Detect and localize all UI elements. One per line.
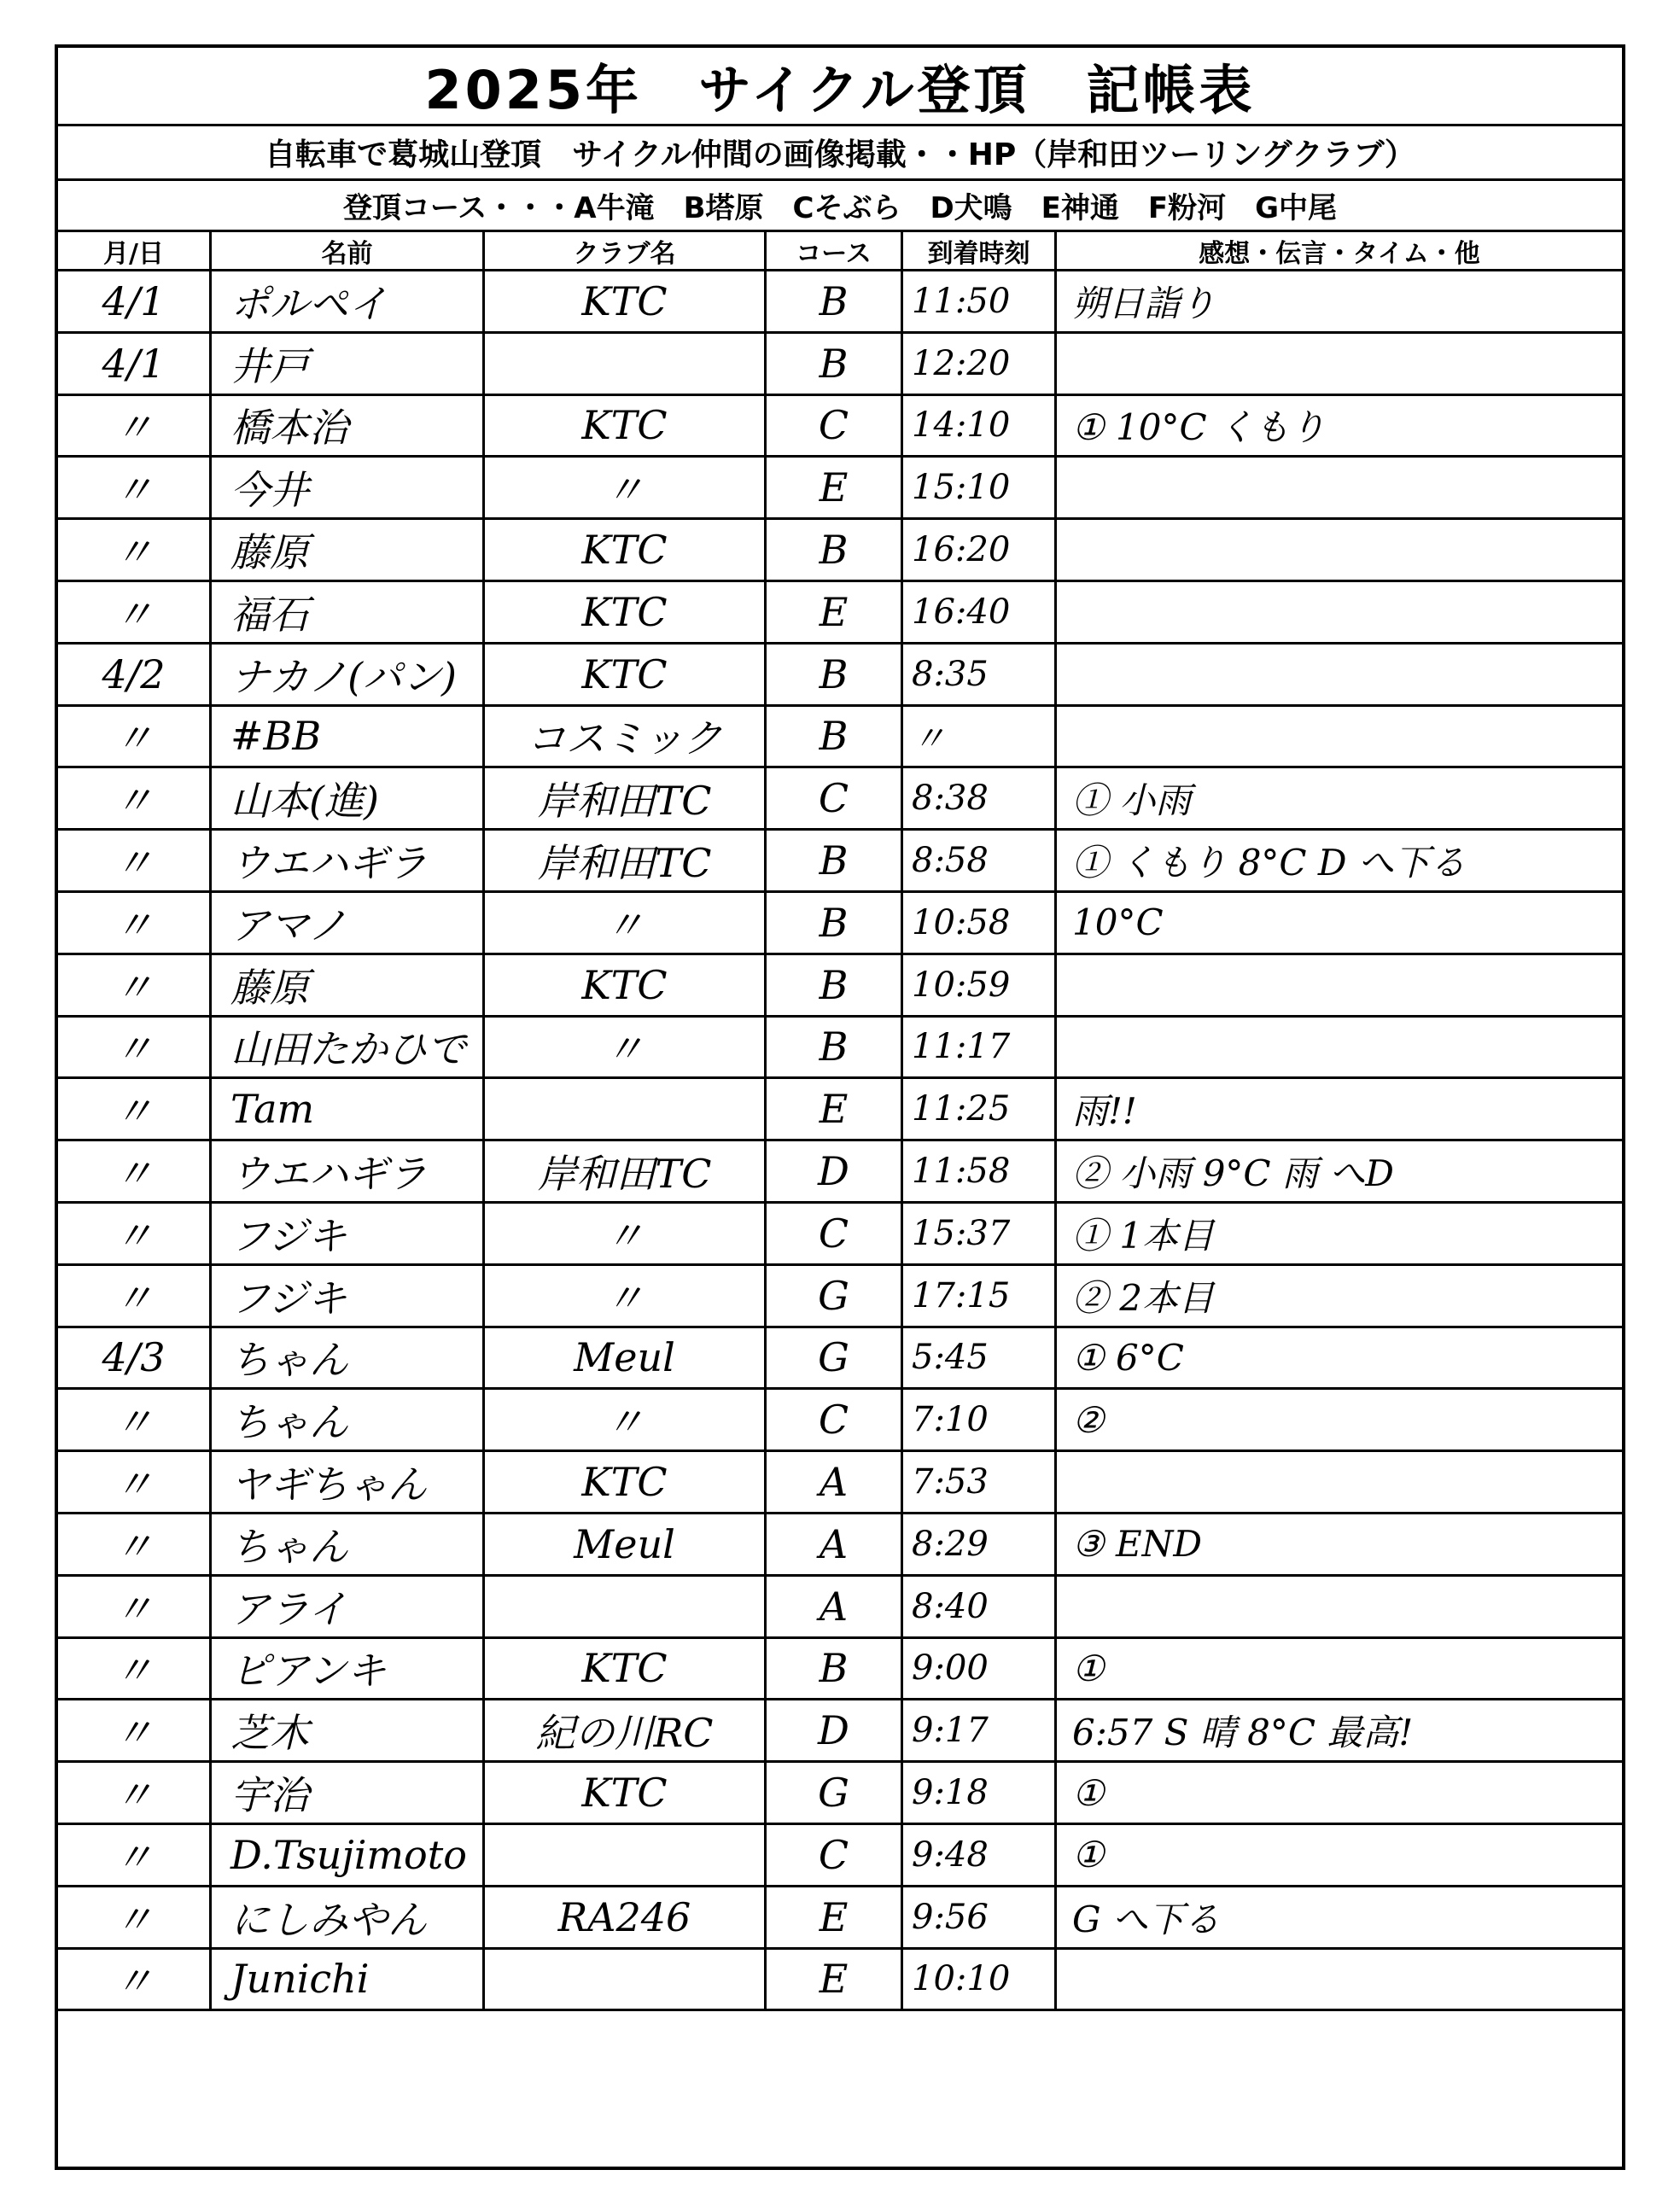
cell-date: 〃 [58, 1141, 212, 1201]
table-row [58, 955, 1622, 1018]
cell-date: 4/1 [58, 271, 212, 331]
cell-course: B [767, 1639, 903, 1699]
cell-name: フジキ [212, 1266, 485, 1326]
cell-course: B [767, 707, 903, 767]
cell-date: 〃 [58, 1577, 212, 1636]
header-course: コース [767, 232, 903, 269]
cell-course: B [767, 831, 903, 890]
table-row [58, 645, 1622, 707]
cell-note: 10°C [1072, 901, 1164, 944]
cell-club: KTC [485, 645, 767, 704]
table-row [58, 582, 1622, 645]
table-row [58, 334, 1622, 396]
cell-name: ちゃん [212, 1514, 485, 1574]
cell-club [485, 1950, 767, 2009]
cell-date: 4/3 [58, 1328, 212, 1388]
cell-time: 9:48 [903, 1825, 1057, 1885]
cell-club: 紀の川RC [485, 1700, 767, 1760]
cell-date: 〃 [58, 831, 212, 890]
cell-date: 〃 [58, 1639, 212, 1699]
cell-club: コスミック [485, 707, 767, 767]
cell-time: 〃 [903, 707, 1057, 767]
cell-time: 9:18 [903, 1763, 1057, 1823]
cell-note: G へ下る [1072, 1898, 1220, 1940]
cell-time: 11:17 [903, 1018, 1057, 1077]
cell-note: ① [1072, 1647, 1105, 1689]
cell-note: ② 小雨 9°C 雨 へD [1072, 1152, 1394, 1195]
cell-name: Junichi [212, 1950, 485, 2009]
table-row [58, 271, 1622, 334]
cell-date: 〃 [58, 768, 212, 828]
table-row [58, 768, 1622, 831]
cell-time: 7:10 [903, 1390, 1057, 1449]
cell-name: ウエハギラ [212, 1141, 485, 1201]
cell-date: 〃 [58, 955, 212, 1015]
table-row [58, 1204, 1622, 1266]
cell-name: Tam [212, 1079, 485, 1139]
cell-course: B [767, 520, 903, 580]
cell-club: 〃 [485, 1390, 767, 1449]
table-row [58, 520, 1622, 582]
table-row [58, 1328, 1622, 1391]
cell-course: A [767, 1514, 903, 1574]
cell-club: Meul [485, 1328, 767, 1388]
cell-name: 藤原 [212, 955, 485, 1015]
cell-date: 〃 [58, 520, 212, 580]
cell-club: RA246 [485, 1887, 767, 1947]
cell-date: 〃 [58, 582, 212, 642]
cell-date: 〃 [58, 396, 212, 456]
cell-name: ポルペイ [212, 271, 485, 331]
cell-club: 〃 [485, 1018, 767, 1077]
table-row [58, 1887, 1622, 1950]
cell-club: 〃 [485, 458, 767, 517]
table-row [58, 458, 1622, 520]
cell-course: E [767, 1887, 903, 1947]
header-club: クラブ名 [485, 232, 767, 269]
table-row [58, 1577, 1622, 1639]
table-row [58, 1700, 1622, 1763]
cell-note [1057, 582, 1622, 642]
cell-club: 岸和田TC [485, 1141, 767, 1201]
table-row [58, 1390, 1622, 1452]
cell-date: 〃 [58, 1079, 212, 1139]
cell-time: 10:10 [903, 1950, 1057, 2009]
cell-time: 7:53 [903, 1452, 1057, 1512]
cell-date: 〃 [58, 458, 212, 517]
cell-name: ピアンキ [212, 1639, 485, 1699]
cell-club: KTC [485, 582, 767, 642]
cell-time: 10:58 [903, 893, 1057, 953]
cell-time: 8:58 [903, 831, 1057, 890]
cell-note: 6:57 S 晴 8°C 最高! [1072, 1712, 1414, 1754]
cell-time: 16:20 [903, 520, 1057, 580]
cell-date: 〃 [58, 1700, 212, 1760]
cell-note: ① くもり 8°C D へ下る [1072, 842, 1466, 884]
subtitle: 自転車で葛城山登頂 サイクル仲間の画像掲載・・HP（岸和田ツーリングクラブ） [58, 126, 1622, 181]
cell-course: C [767, 396, 903, 456]
header-date: 月/日 [58, 232, 212, 269]
cell-note [1057, 334, 1622, 394]
cell-club: KTC [485, 1452, 767, 1512]
cell-note: ② 2本目 [1072, 1276, 1215, 1319]
cell-club: KTC [485, 271, 767, 331]
cell-name: フジキ [212, 1204, 485, 1263]
cell-note [1057, 645, 1622, 704]
cell-time: 9:17 [903, 1700, 1057, 1760]
cell-course: E [767, 1079, 903, 1139]
cell-date: 〃 [58, 1763, 212, 1823]
cell-course: G [767, 1763, 903, 1823]
cell-note: ① [1072, 1771, 1105, 1814]
cell-course: E [767, 1950, 903, 2009]
cell-club: Meul [485, 1514, 767, 1574]
cell-date: 〃 [58, 1514, 212, 1574]
table-row [58, 1452, 1622, 1514]
cell-date: 〃 [58, 1204, 212, 1263]
cell-date: 〃 [58, 1887, 212, 1947]
course-legend: 登頂コース・・・A牛滝 B塔原 Cそぶら D犬鳴 E神通 F粉河 G中尾 [58, 181, 1622, 232]
cell-name: 宇治 [212, 1763, 485, 1823]
cell-time: 9:56 [903, 1887, 1057, 1947]
cell-time: 15:10 [903, 458, 1057, 517]
cell-name: 山田たかひで [212, 1018, 485, 1077]
cell-note: ① 1本目 [1072, 1214, 1215, 1257]
cell-time: 16:40 [903, 582, 1057, 642]
cell-note [1057, 1950, 1622, 2009]
cell-course: B [767, 955, 903, 1015]
cell-course: G [767, 1328, 903, 1388]
table-row [58, 1639, 1622, 1701]
cell-course: B [767, 893, 903, 953]
cell-time: 11:25 [903, 1079, 1057, 1139]
cell-club [485, 1079, 767, 1139]
table-row [58, 1950, 1622, 2012]
cell-name: 藤原 [212, 520, 485, 580]
cell-club: 〃 [485, 893, 767, 953]
cell-course: A [767, 1452, 903, 1512]
cell-date: 〃 [58, 707, 212, 767]
cell-name: 芝木 [212, 1700, 485, 1760]
cell-club: 岸和田TC [485, 831, 767, 890]
cell-club [485, 1577, 767, 1636]
cell-date: 〃 [58, 1950, 212, 2009]
table-row [58, 893, 1622, 955]
cell-time: 12:20 [903, 334, 1057, 394]
cell-club: KTC [485, 955, 767, 1015]
cell-name: にしみやん [212, 1887, 485, 1947]
cell-time: 8:35 [903, 645, 1057, 704]
table-row [58, 1018, 1622, 1080]
table-row [58, 707, 1622, 769]
cell-note: ① 小雨 [1072, 779, 1192, 822]
cell-course: D [767, 1141, 903, 1201]
cell-club: 〃 [485, 1266, 767, 1326]
cell-note [1057, 520, 1622, 580]
cell-note [1057, 458, 1622, 517]
cell-club: KTC [485, 1763, 767, 1823]
cell-time: 11:58 [903, 1141, 1057, 1201]
cell-course: E [767, 458, 903, 517]
cell-date: 〃 [58, 893, 212, 953]
cell-name: #BB [212, 707, 485, 767]
cell-time: 5:45 [903, 1328, 1057, 1388]
header-note: 感想・伝言・タイム・他 [1199, 238, 1480, 269]
cell-time: 8:29 [903, 1514, 1057, 1574]
cell-note [1057, 1577, 1622, 1636]
cell-club [485, 334, 767, 394]
cell-note: ① 10°C くもり [1072, 406, 1326, 449]
cell-note: 朔日詣り [1072, 282, 1216, 324]
table-header [58, 232, 1622, 271]
cell-name: 橋本治 [212, 396, 485, 456]
cell-course: C [767, 1390, 903, 1449]
cell-note [1057, 707, 1622, 767]
table-row [58, 831, 1622, 893]
cell-course: C [767, 1825, 903, 1885]
cell-note: ① [1072, 1834, 1105, 1876]
cell-course: B [767, 334, 903, 394]
logbook-sheet [55, 44, 1625, 2170]
table-row [58, 1514, 1622, 1577]
cell-name: アライ [212, 1577, 485, 1636]
cell-time: 14:10 [903, 396, 1057, 456]
header-time: 到着時刻 [903, 232, 1057, 269]
cell-time: 15:37 [903, 1204, 1057, 1263]
cell-club: KTC [485, 520, 767, 580]
cell-course: A [767, 1577, 903, 1636]
cell-time: 17:15 [903, 1266, 1057, 1326]
header-name: 名前 [212, 232, 485, 269]
cell-course: B [767, 1018, 903, 1077]
cell-name: ちゃん [212, 1390, 485, 1449]
cell-date: 4/2 [58, 645, 212, 704]
table-row [58, 1266, 1622, 1328]
cell-time: 10:59 [903, 955, 1057, 1015]
page-title: 2025年 サイクル登頂 記帳表 [58, 48, 1622, 126]
table-row [58, 1825, 1622, 1887]
cell-note: ① 6°C [1072, 1336, 1184, 1379]
cell-time: 8:38 [903, 768, 1057, 828]
cell-time: 9:00 [903, 1639, 1057, 1699]
cell-club: 〃 [485, 1204, 767, 1263]
cell-name: 山本(進) [212, 768, 485, 828]
cell-name: 福石 [212, 582, 485, 642]
cell-name: アマノ [212, 893, 485, 953]
cell-note [1057, 1018, 1622, 1077]
cell-name: 井戸 [212, 334, 485, 394]
cell-club: 岸和田TC [485, 768, 767, 828]
cell-date: 〃 [58, 1825, 212, 1885]
cell-club: KTC [485, 1639, 767, 1699]
cell-course: B [767, 645, 903, 704]
cell-course: D [767, 1700, 903, 1760]
cell-name: ちゃん [212, 1328, 485, 1388]
cell-date: 〃 [58, 1390, 212, 1449]
cell-date: 〃 [58, 1018, 212, 1077]
cell-name: 今井 [212, 458, 485, 517]
cell-course: G [767, 1266, 903, 1326]
cell-note: ③ END [1072, 1523, 1203, 1566]
cell-course: E [767, 582, 903, 642]
cell-note: ② [1072, 1398, 1105, 1441]
cell-date: 4/1 [58, 334, 212, 394]
cell-club [485, 1825, 767, 1885]
cell-time: 11:50 [903, 271, 1057, 331]
cell-note [1057, 1452, 1622, 1512]
table-row [58, 1141, 1622, 1204]
table-row [58, 1079, 1622, 1141]
table-row [58, 1763, 1622, 1825]
cell-time: 8:40 [903, 1577, 1057, 1636]
cell-note: 雨!! [1072, 1090, 1137, 1133]
cell-name: ナカノ(パン) [212, 645, 485, 704]
cell-note [1057, 955, 1622, 1015]
cell-name: ヤギちゃん [212, 1452, 485, 1512]
cell-name: ウエハギラ [212, 831, 485, 890]
table-row [58, 396, 1622, 458]
entries-table [58, 271, 1622, 2011]
cell-name: D.Tsujimoto [212, 1825, 485, 1885]
cell-course: C [767, 1204, 903, 1263]
cell-course: C [767, 768, 903, 828]
cell-course: B [767, 271, 903, 331]
cell-date: 〃 [58, 1452, 212, 1512]
cell-club: KTC [485, 396, 767, 456]
cell-date: 〃 [58, 1266, 212, 1326]
